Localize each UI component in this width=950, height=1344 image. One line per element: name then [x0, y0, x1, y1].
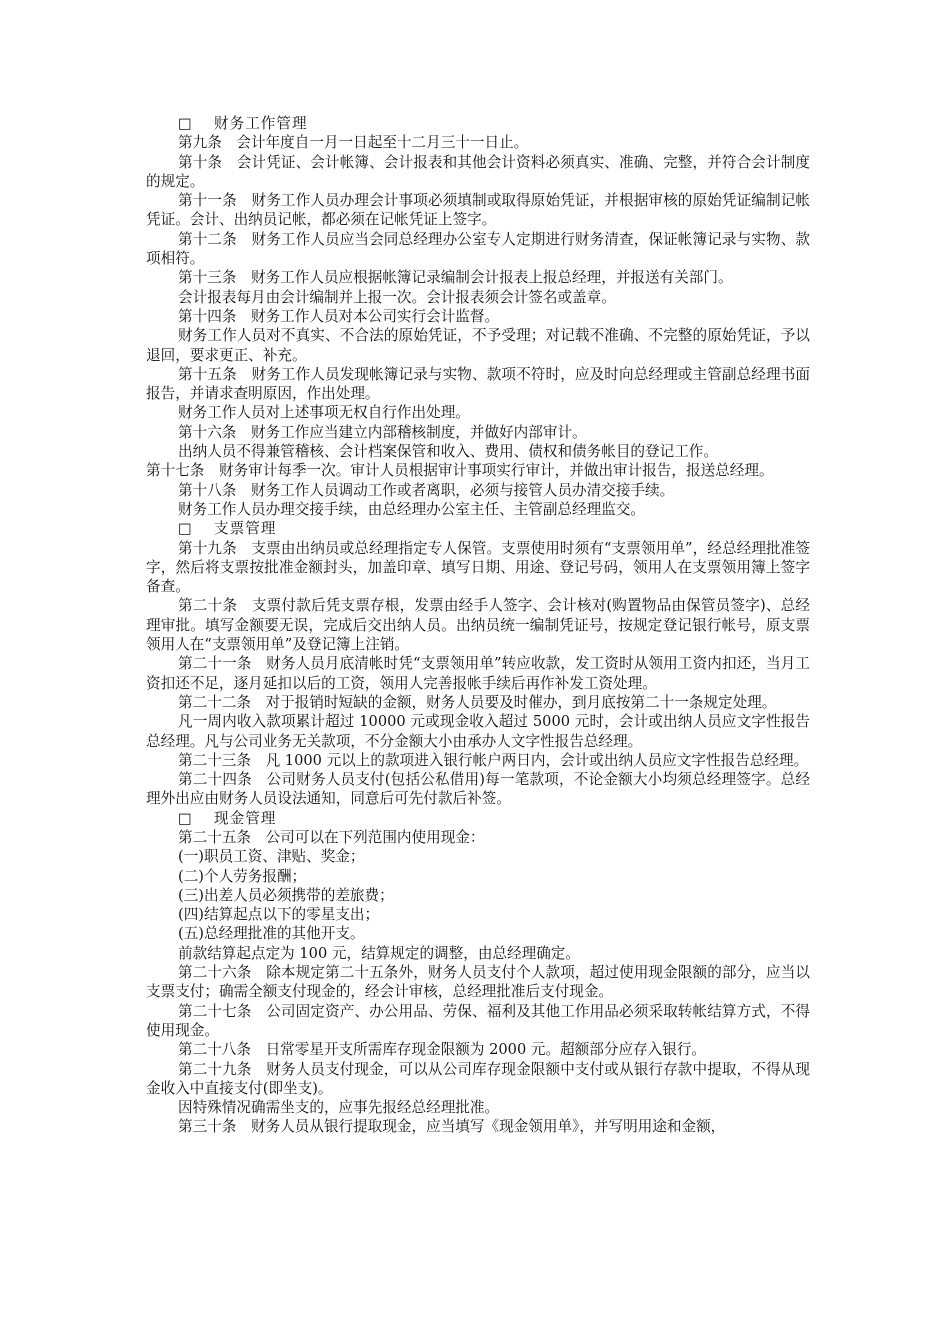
paragraph: 第二十条 支票付款后凭支票存根，发票由经手人签字、会计核对(购置物品由保管员签字)、总经理审批。填写金额要无误，完成后交出纳人员。出纳员统一编制凭证号，按规定登记银行帐号，原支票领用人在“支票领用单”及登记簿上注销。	[146, 597, 810, 654]
paragraph: 第三十条 财务人员从银行提取现金，应当填写《现金领用单》，并写明用途和金额，	[178, 1118, 726, 1136]
paragraph: 第十七条 财务审计每季一次。审计人员根据审计事项实行审计，并做出审计报告，报送总经理。	[146, 462, 774, 480]
paragraph: 第十三条 财务工作人员应根据帐簿记录编制会计报表上报总经理，并报送有关部门。	[178, 269, 733, 287]
paragraph: (五)总经理批准的其他开支。	[178, 925, 365, 943]
paragraph: 因特殊情况确需坐支的，应事先报经总经理批准。	[178, 1099, 500, 1117]
paragraph: 财务工作人员对不真实、不合法的原始凭证，不予受理；对记载不准确、不完整的原始凭证，予以退回，要求更正、补充。	[146, 327, 810, 364]
paragraph: 第十一条 财务工作人员办理会计事项必须填制或取得原始凭证，并根据审核的原始凭证编制记帐凭证。会计、出纳员记帐，都必须在记帐凭证上签字。	[146, 192, 810, 229]
section-heading: □ 现金管理	[178, 809, 277, 827]
paragraph: 第十二条 财务工作人员应当会同总经理办公室专人定期进行财务清查，保证帐簿记录与实物、款项相符。	[146, 230, 810, 268]
paragraph: 第二十三条 凡 1000 元以上的款项进入银行帐户两日内，会计或出纳人员应文字性报告总经理。	[178, 751, 809, 769]
paragraph: (二)个人劳务报酬；	[178, 867, 307, 885]
paragraph: 第十五条 财务工作人员发现帐簿记录与实物、款项不符时，应及时向总经理或主管副总经理书面报告，并请求查明原因，作出处理。	[146, 365, 810, 403]
paragraph: 第十条 会计凭证、会计帐簿、会计报表和其他会计资料必须真实、准确、完整，并符合会计制度的规定。	[146, 153, 810, 190]
paragraph: (四)结算起点以下的零星支出；	[178, 906, 380, 924]
paragraph: 第二十二条 对于报销时短缺的金额，财务人员要及时催办，到月底按第二十一条规定处理。	[178, 693, 777, 711]
paragraph: 凡一周内收入款项累计超过 10000 元或现金收入超过 5000 元时，会计或出纳人员应文字性报告总经理。凡与公司业务无关款项，不分金额大小由承办人文字性报告总经理。	[146, 713, 810, 750]
paragraph: 出纳人员不得兼管稽核、会计档案保管和收入、费用、债权和债务帐目的登记工作。	[178, 443, 718, 461]
paragraph: 第二十六条 除本规定第二十五条外，财务人员支付个人款项，超过使用现金限额的部分，应当以支票支付；确需全额支付现金的，经会计审核，总经理批准后支付现金。	[146, 964, 810, 1001]
paragraph: 第九条 会计年度自一月一日起至十二月三十一日止。	[178, 134, 529, 152]
section-heading: □ 支票管理	[178, 520, 277, 538]
paragraph: 第二十五条 公司可以在下列范围内使用现金：	[178, 828, 485, 846]
paragraph: 第二十八条 日常零星开支所需库存现金限额为 2000 元。超额部分应存入银行。	[178, 1041, 707, 1059]
paragraph: (三)出差人员必须携带的差旅费；	[178, 886, 394, 904]
paragraph: 第二十九条 财务人员支付现金，可以从公司库存现金限额中支付或从银行存款中提取，不得从现金收入中直接支付(即坐支)。	[146, 1060, 810, 1097]
paragraph: 第二十一条 财务人员月底清帐时凭“支票领用单”转应收款，发工资时从领用工资内扣还，当月工资扣还不足，逐月延扣以后的工资，领用人完善报帐手续后再作补发工资处理。	[146, 655, 810, 692]
paragraph: 第十九条 支票由出纳员或总经理指定专人保管。支票使用时须有“支票领用单”，经总经理批准签字，然后将支票按批准金额封头，加盖印章、填写日期、用途、登记号码，领用人在支票领用簿上签字备查。	[146, 539, 810, 596]
section-heading: □ 财务工作管理	[178, 115, 308, 132]
paragraph: (一)职员工资、津贴、奖金；	[178, 848, 365, 866]
paragraph: 前款结算起点定为 100 元，结算规定的调整，由总经理确定。	[178, 944, 580, 962]
paragraph: 第二十四条 公司财务人员支付(包括公私借用)每一笔款项，不论金额大小均须总经理签字。总经理外出应由财务人员设法通知，同意后可先付款后补签。	[146, 771, 810, 808]
paragraph: 第二十七条 公司固定资产、办公用品、劳保、福利及其他工作用品必须采取转帐结算方式，不得使用现金。	[146, 1002, 810, 1039]
paragraph: 第十六条 财务工作应当建立内部稽核制度，并做好内部审计。	[178, 423, 587, 441]
document-body	[146, 114, 810, 1137]
paragraph: 第十八条 财务工作人员调动工作或者离职，必须与接管人员办清交接手续。	[178, 481, 675, 499]
paragraph: 会计报表每月由会计编制并上报一次。会计报表须会计签名或盖章。	[178, 288, 616, 306]
paragraph: 第十四条 财务工作人员对本公司实行会计监督。	[178, 307, 500, 325]
paragraph: 财务工作人员对上述事项无权自行作出处理。	[178, 404, 470, 422]
paragraph: 财务工作人员办理交接手续，由总经理办公室主任、主管副总经理监交。	[178, 500, 646, 518]
